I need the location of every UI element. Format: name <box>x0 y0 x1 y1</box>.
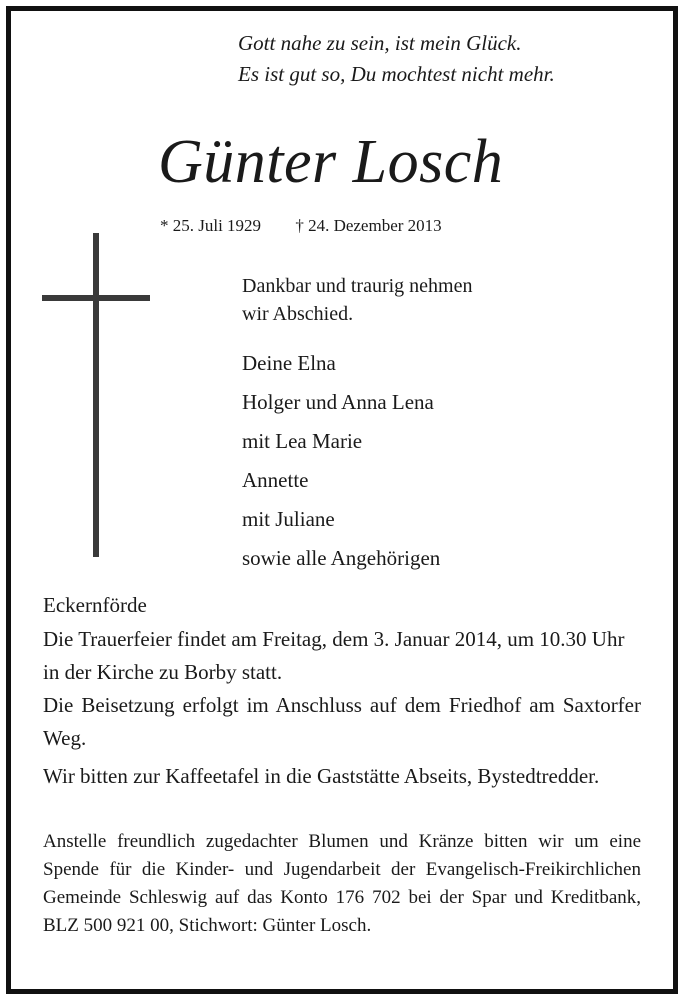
funeral-paragraph: Die Trauerfeier findet am Freitag, dem 3. Januar 2014, um 10.30 Uhr in der Kirche zu Borby statt. <box>43 627 625 684</box>
family-member: mit Juliane <box>242 507 335 531</box>
family-member: Holger und Anna Lena <box>242 390 434 414</box>
farewell-text <box>242 272 472 328</box>
cross-icon-bar <box>42 295 150 301</box>
family-member: sowie alle Angehörigen <box>242 546 441 570</box>
family-member: Annette <box>242 468 309 492</box>
donation-paragraph: Anstelle freundlich zugedachter Blumen und Kränze bitten wir um eine Spende für die Kinder- und Jugendarbeit der Evangelisch-Freikirchlichen Gemeinde Schleswig auf das Konto 176 702 bei der Spar und Kreditbank, BLZ 500 921 00, Stichwort: Günter Losch. <box>43 831 641 936</box>
deceased-name: Günter Losch <box>158 128 504 196</box>
death-date: † 24. Dezember 2013 <box>295 216 442 235</box>
family-member: Deine Elna <box>242 351 336 375</box>
birth-date: * 25. Juli 1929 <box>160 216 262 235</box>
family-list <box>242 344 440 578</box>
coffee-paragraph: Wir bitten zur Kaffeetafel in die Gaststätte Abseits, Bystedtredder. <box>43 764 600 788</box>
motto-line-1: Gott nahe zu sein, ist mein Glück. <box>238 31 522 55</box>
life-dates <box>160 214 442 238</box>
farewell-line-2: wir Abschied. <box>242 303 354 325</box>
cross-icon <box>93 233 99 557</box>
burial-paragraph: Die Beisetzung erfolgt im Anschluss auf dem Friedhof am Saxtorfer Weg. <box>43 693 641 750</box>
place-name: Eckernförde <box>43 593 147 617</box>
farewell-line-1: Dankbar und traurig nehmen <box>242 275 473 297</box>
motto <box>238 28 555 90</box>
family-member: mit Lea Marie <box>242 429 363 453</box>
motto-line-2: Es ist gut so, Du mochtest nicht mehr. <box>238 62 555 86</box>
